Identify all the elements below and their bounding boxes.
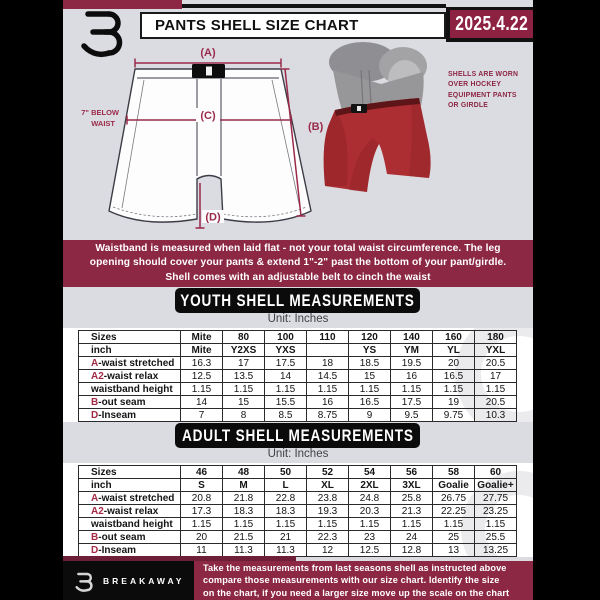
- value-cell: 15.5: [265, 396, 307, 409]
- value-cell: 15: [223, 396, 265, 409]
- text-line: Shell comes with an adjustable belt to cinch the waist: [165, 271, 431, 283]
- table-row: [79, 370, 517, 383]
- value-cell: 1.15: [265, 518, 307, 531]
- value-cell: 12.8: [391, 544, 433, 557]
- shell-photo: [321, 40, 446, 222]
- value-cell: 20: [181, 531, 223, 544]
- value-cell: 1.15: [307, 383, 349, 396]
- value-cell: 13: [433, 544, 475, 557]
- value-cell: 17: [475, 370, 517, 383]
- value-cell: XL: [307, 479, 349, 492]
- value-cell: 180: [475, 331, 517, 344]
- value-cell: 15: [349, 370, 391, 383]
- pants-measurement-diagram: [63, 42, 333, 242]
- value-cell: 80: [223, 331, 265, 344]
- value-cell: 9.75: [433, 409, 475, 422]
- value-cell: Mite: [181, 344, 223, 357]
- row-label: D-Inseam: [79, 544, 181, 557]
- date-badge: [446, 7, 533, 42]
- table-row: [79, 396, 517, 409]
- row-label: Sizes: [79, 466, 181, 479]
- table-row: [79, 544, 517, 557]
- value-cell: 17: [223, 357, 265, 370]
- value-cell: 16.5: [349, 396, 391, 409]
- youth-section-banner: [175, 288, 420, 313]
- footer-brand-bar: [63, 561, 194, 600]
- value-cell: 1.15: [307, 518, 349, 531]
- waist-note-line2: WAIST: [91, 119, 115, 128]
- value-cell: 50: [265, 466, 307, 479]
- text-line: EQUIPMENT PANTS: [448, 91, 517, 99]
- value-cell: 19.5: [391, 357, 433, 370]
- value-cell: 14: [181, 396, 223, 409]
- value-cell: 18.3: [223, 505, 265, 518]
- value-cell: 22.25: [433, 505, 475, 518]
- table-row: [79, 518, 517, 531]
- value-cell: 22.3: [307, 531, 349, 544]
- value-cell: 120: [349, 331, 391, 344]
- footer-brand-text: BREAKAWAY: [103, 575, 185, 586]
- value-cell: 1.15: [433, 518, 475, 531]
- table-row: [79, 479, 517, 492]
- row-label: inch: [79, 479, 181, 492]
- value-cell: YL: [433, 344, 475, 357]
- value-cell: 56: [391, 466, 433, 479]
- value-cell: 58: [433, 466, 475, 479]
- row-label: inch: [79, 344, 181, 357]
- value-cell: L: [265, 479, 307, 492]
- text-line: SHELLS ARE WORN: [448, 71, 519, 78]
- top-accent-line: [182, 4, 446, 8]
- youth-measurements-table: [78, 330, 517, 422]
- value-cell: 18.5: [349, 357, 391, 370]
- text-line: compare those measurements with our size chart. Identify the size: [203, 575, 500, 586]
- text-line: Take the measurements from last seasons shell as instructed above: [203, 563, 507, 574]
- value-cell: YS: [349, 344, 391, 357]
- value-cell: 2XL: [349, 479, 391, 492]
- value-cell: 1.15: [265, 383, 307, 396]
- value-cell: YM: [391, 344, 433, 357]
- value-cell: 110: [307, 331, 349, 344]
- value-cell: 16: [307, 396, 349, 409]
- row-label: B-out seam: [79, 396, 181, 409]
- text-line: on the chart, if you need a larger size move up the scale on the chart: [203, 587, 510, 598]
- value-cell: Goalie: [433, 479, 475, 492]
- text-line: opening should cover your pants & extend 1"-2" past the bottom of your pant/girdle.: [89, 257, 507, 269]
- row-label: A2-waist relax: [79, 370, 181, 383]
- value-cell: 24.8: [349, 492, 391, 505]
- value-cell: 8.75: [307, 409, 349, 422]
- value-cell: 48: [223, 466, 265, 479]
- value-cell: 19: [433, 396, 475, 409]
- date-text: 2025.4.22: [455, 12, 528, 35]
- value-cell: 24: [391, 531, 433, 544]
- row-label: waistband height: [79, 518, 181, 531]
- breakaway-logo-icon: [73, 569, 97, 593]
- value-cell: 100: [265, 331, 307, 344]
- value-cell: 20: [433, 357, 475, 370]
- value-cell: 19.3: [307, 505, 349, 518]
- row-label: A-waist stretched: [79, 492, 181, 505]
- value-cell: S: [181, 479, 223, 492]
- value-cell: 16.5: [433, 370, 475, 383]
- text-line: Waistband is measured when laid flat - not your total waist circumference. The leg: [95, 242, 501, 254]
- row-label: A-waist stretched: [79, 357, 181, 370]
- value-cell: YXL: [475, 344, 517, 357]
- value-cell: 20.5: [475, 396, 517, 409]
- value-cell: 20.8: [181, 492, 223, 505]
- value-cell: 26.75: [433, 492, 475, 505]
- shell-note: [448, 70, 526, 111]
- value-cell: 46: [181, 466, 223, 479]
- diagram-label-b: (B): [308, 121, 324, 133]
- value-cell: 52: [307, 466, 349, 479]
- value-cell: 27.75: [475, 492, 517, 505]
- value-cell: 17.5: [391, 396, 433, 409]
- table-row: [79, 505, 517, 518]
- value-cell: 21.5: [223, 531, 265, 544]
- value-cell: 1.15: [391, 383, 433, 396]
- value-cell: 16: [391, 370, 433, 383]
- diagram-label-d: (D): [205, 211, 221, 224]
- value-cell: Mite: [181, 331, 223, 344]
- adult-section-banner: [175, 423, 420, 448]
- size-chart-page: [63, 0, 533, 600]
- value-cell: 11.3: [223, 544, 265, 557]
- value-cell: 22.8: [265, 492, 307, 505]
- diagram-label-c: (C): [200, 110, 216, 122]
- value-cell: 9.5: [391, 409, 433, 422]
- value-cell: 1.15: [475, 518, 517, 531]
- value-cell: 12.5: [349, 544, 391, 557]
- page-title: PANTS SHELL SIZE CHART: [140, 12, 446, 39]
- value-cell: 21: [265, 531, 307, 544]
- value-cell: 25.5: [475, 531, 517, 544]
- waist-note-line1: 7" BELOW: [81, 108, 119, 117]
- value-cell: 11.3: [265, 544, 307, 557]
- value-cell: 18.3: [265, 505, 307, 518]
- value-cell: Y2XS: [223, 344, 265, 357]
- value-cell: 20.5: [475, 357, 517, 370]
- value-cell: 12.5: [181, 370, 223, 383]
- adult-measurements-table: [78, 465, 517, 557]
- table-row: [79, 344, 517, 357]
- value-cell: 3XL: [391, 479, 433, 492]
- value-cell: 1.15: [349, 518, 391, 531]
- value-cell: 21.3: [391, 505, 433, 518]
- value-cell: 1.15: [433, 383, 475, 396]
- value-cell: 12: [307, 544, 349, 557]
- red-shell: [324, 98, 431, 192]
- value-cell: 8.5: [265, 409, 307, 422]
- value-cell: 1.15: [223, 383, 265, 396]
- value-cell: 20.3: [349, 505, 391, 518]
- value-cell: 23.8: [307, 492, 349, 505]
- row-label: B-out seam: [79, 531, 181, 544]
- footer-note: [194, 561, 533, 600]
- value-cell: 1.15: [181, 518, 223, 531]
- table-row: [79, 409, 517, 422]
- value-cell: Goalie+: [475, 479, 517, 492]
- table-row: [79, 331, 517, 344]
- value-cell: 11: [181, 544, 223, 557]
- value-cell: 14.5: [307, 370, 349, 383]
- value-cell: 140: [391, 331, 433, 344]
- value-cell: 1.15: [181, 383, 223, 396]
- value-cell: 160: [433, 331, 475, 344]
- value-cell: 54: [349, 466, 391, 479]
- adult-unit-label: Unit: Inches: [267, 448, 329, 460]
- value-cell: M: [223, 479, 265, 492]
- value-cell: 25.8: [391, 492, 433, 505]
- row-label: Sizes: [79, 331, 181, 344]
- value-cell: 9: [349, 409, 391, 422]
- table-row: [79, 531, 517, 544]
- youth-unit-label: Unit: Inches: [267, 313, 329, 325]
- row-label: D-Inseam: [79, 409, 181, 422]
- value-cell: 23.25: [475, 505, 517, 518]
- value-cell: [307, 344, 349, 357]
- value-cell: 17.5: [265, 357, 307, 370]
- value-cell: 13.25: [475, 544, 517, 557]
- value-cell: 8: [223, 409, 265, 422]
- value-cell: 1.15: [475, 383, 517, 396]
- value-cell: 1.15: [349, 383, 391, 396]
- measurement-notice-banner: [63, 240, 533, 287]
- value-cell: 18: [307, 357, 349, 370]
- table-row: [79, 466, 517, 479]
- text-line: OVER HOCKEY: [448, 81, 502, 89]
- value-cell: 13.5: [223, 370, 265, 383]
- table-row: [79, 383, 517, 396]
- value-cell: 7: [181, 409, 223, 422]
- value-cell: 10.3: [475, 409, 517, 422]
- diagram-label-a: (A): [200, 47, 216, 59]
- value-cell: YXS: [265, 344, 307, 357]
- value-cell: 17.3: [181, 505, 223, 518]
- value-cell: 23: [349, 531, 391, 544]
- value-cell: 14: [265, 370, 307, 383]
- value-cell: 16.3: [181, 357, 223, 370]
- table-row: [79, 357, 517, 370]
- value-cell: 1.15: [391, 518, 433, 531]
- text-line: OR GIRDLE: [448, 102, 489, 110]
- pants-outline: [109, 69, 311, 222]
- row-label: A2-waist relax: [79, 505, 181, 518]
- adult-section-title: ADULT SHELL MEASUREMENTS: [181, 425, 414, 445]
- table-row: [79, 492, 517, 505]
- value-cell: 60: [475, 466, 517, 479]
- youth-section-title: YOUTH SHELL MEASUREMENTS: [180, 290, 415, 310]
- value-cell: 21.8: [223, 492, 265, 505]
- row-label: waistband height: [79, 383, 181, 396]
- value-cell: 25: [433, 531, 475, 544]
- value-cell: 1.15: [223, 518, 265, 531]
